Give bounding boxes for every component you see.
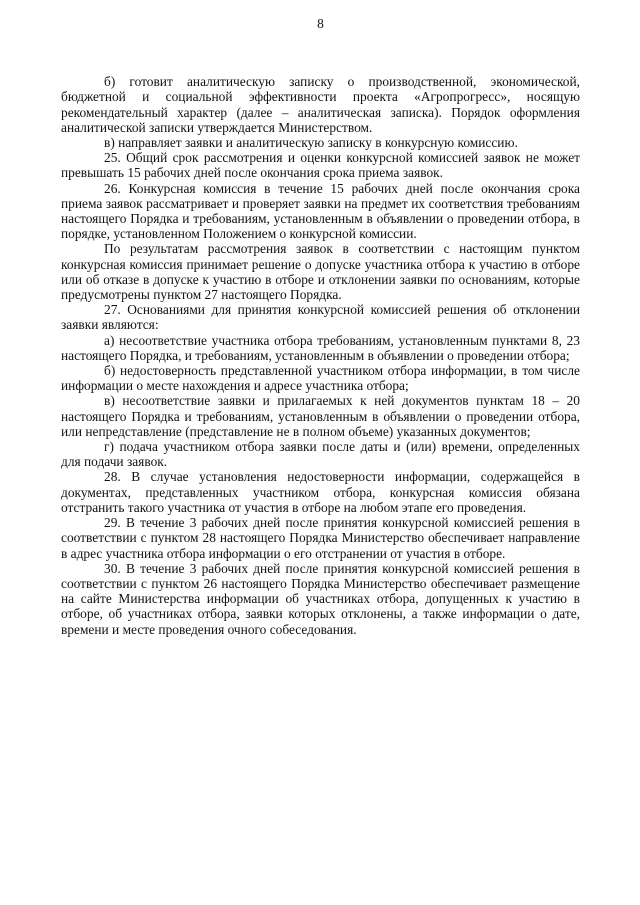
paragraph-27-a: а) несоответствие участника отбора требованиям, установленным пунктами 8, 23 настоящего Порядка, и требованиям, установленным в объявлении о проведении отбора; <box>61 332 580 363</box>
paragraph-v-send-applications: в) направляет заявки и аналитическую записку в конкурсную комиссию. <box>104 135 518 151</box>
paragraph-26: 26. Конкурсная комиссия в течение 15 рабочих дней после окончания срока приема заявок рассматривает и проверяет заявки на предмет их соответствия требованиям настоящего Порядка и требованиям, установленным в объявлении о проведении отбора, в порядке, установленном Положением о конкурсной комиссии. <box>61 180 580 242</box>
paragraph-27-g: г) подача участником отбора заявки после даты и (или) времени, определенных для подачи заявок. <box>61 439 580 470</box>
paragraph-26-results: По результатам рассмотрения заявок в соответствии с настоящим пунктом конкурсная комиссия принимает решение о допуске участника отбора к участию в отборе или об отказе в допуске к участию в отборе и отклонении заявки по основаниям, которые предусмотрены пунктом 27 настоящего Порядка. <box>61 241 580 303</box>
paragraph-27: 27. Основаниями для принятия конкурсной комиссией решения об отклонении заявки являются: <box>61 302 580 333</box>
paragraph-27-b: б) недостоверность представленной участником отбора информации, в том числе информации о месте нахождения и адресе участника отбора; <box>61 363 580 394</box>
paragraph-29: 29. В течение 3 рабочих дней после принятия конкурсной комиссией решения в соответствии с пунктом 28 настоящего Порядка Министерство обеспечивает направление в адрес участника отбора информации о его отстранении от участия в отборе. <box>61 515 580 561</box>
paragraph-25: 25. Общий срок рассмотрения и оценки конкурсной комиссией заявок не может превышать 15 рабочих дней после окончания срока приема заявок. <box>61 150 580 181</box>
paragraph-b-analytical-note: б) готовит аналитическую записку о производственной, экономической, бюджетной и социальной эффективности проекта «Агропрогресс», носящую рекомендательный характер (далее – аналитическая записка). Порядок оформления аналитической записки утверждается Министерством. <box>61 74 580 135</box>
paragraph-28: 28. В случае установления недостоверности информации, содержащейся в документах, представленных участником отбора, конкурсная комиссия обязана отстранить такого участника от участия в отборе на любом этапе его проведения. <box>61 469 580 515</box>
paragraph-27-v: в) несоответствие заявки и прилагаемых к ней документов пунктам 18 – 20 настоящего Порядка и требованиям, установленным в объявлении о проведении отбора, или непредставление (представление не в полном объеме) указанных документов; <box>61 393 580 439</box>
paragraph-30: 30. В течение 3 рабочих дней после принятия конкурсной комиссией решения в соответствии с пунктом 26 настоящего Порядка Министерство обеспечивает размещение на сайте Министерства информации об участниках отбора, допущенных к участию в отборе, об участниках отбора, заявки которых отклонены, а также информации о дате, времени и месте проведения очного собеседования. <box>61 560 580 637</box>
page-number: 8 <box>317 16 324 31</box>
